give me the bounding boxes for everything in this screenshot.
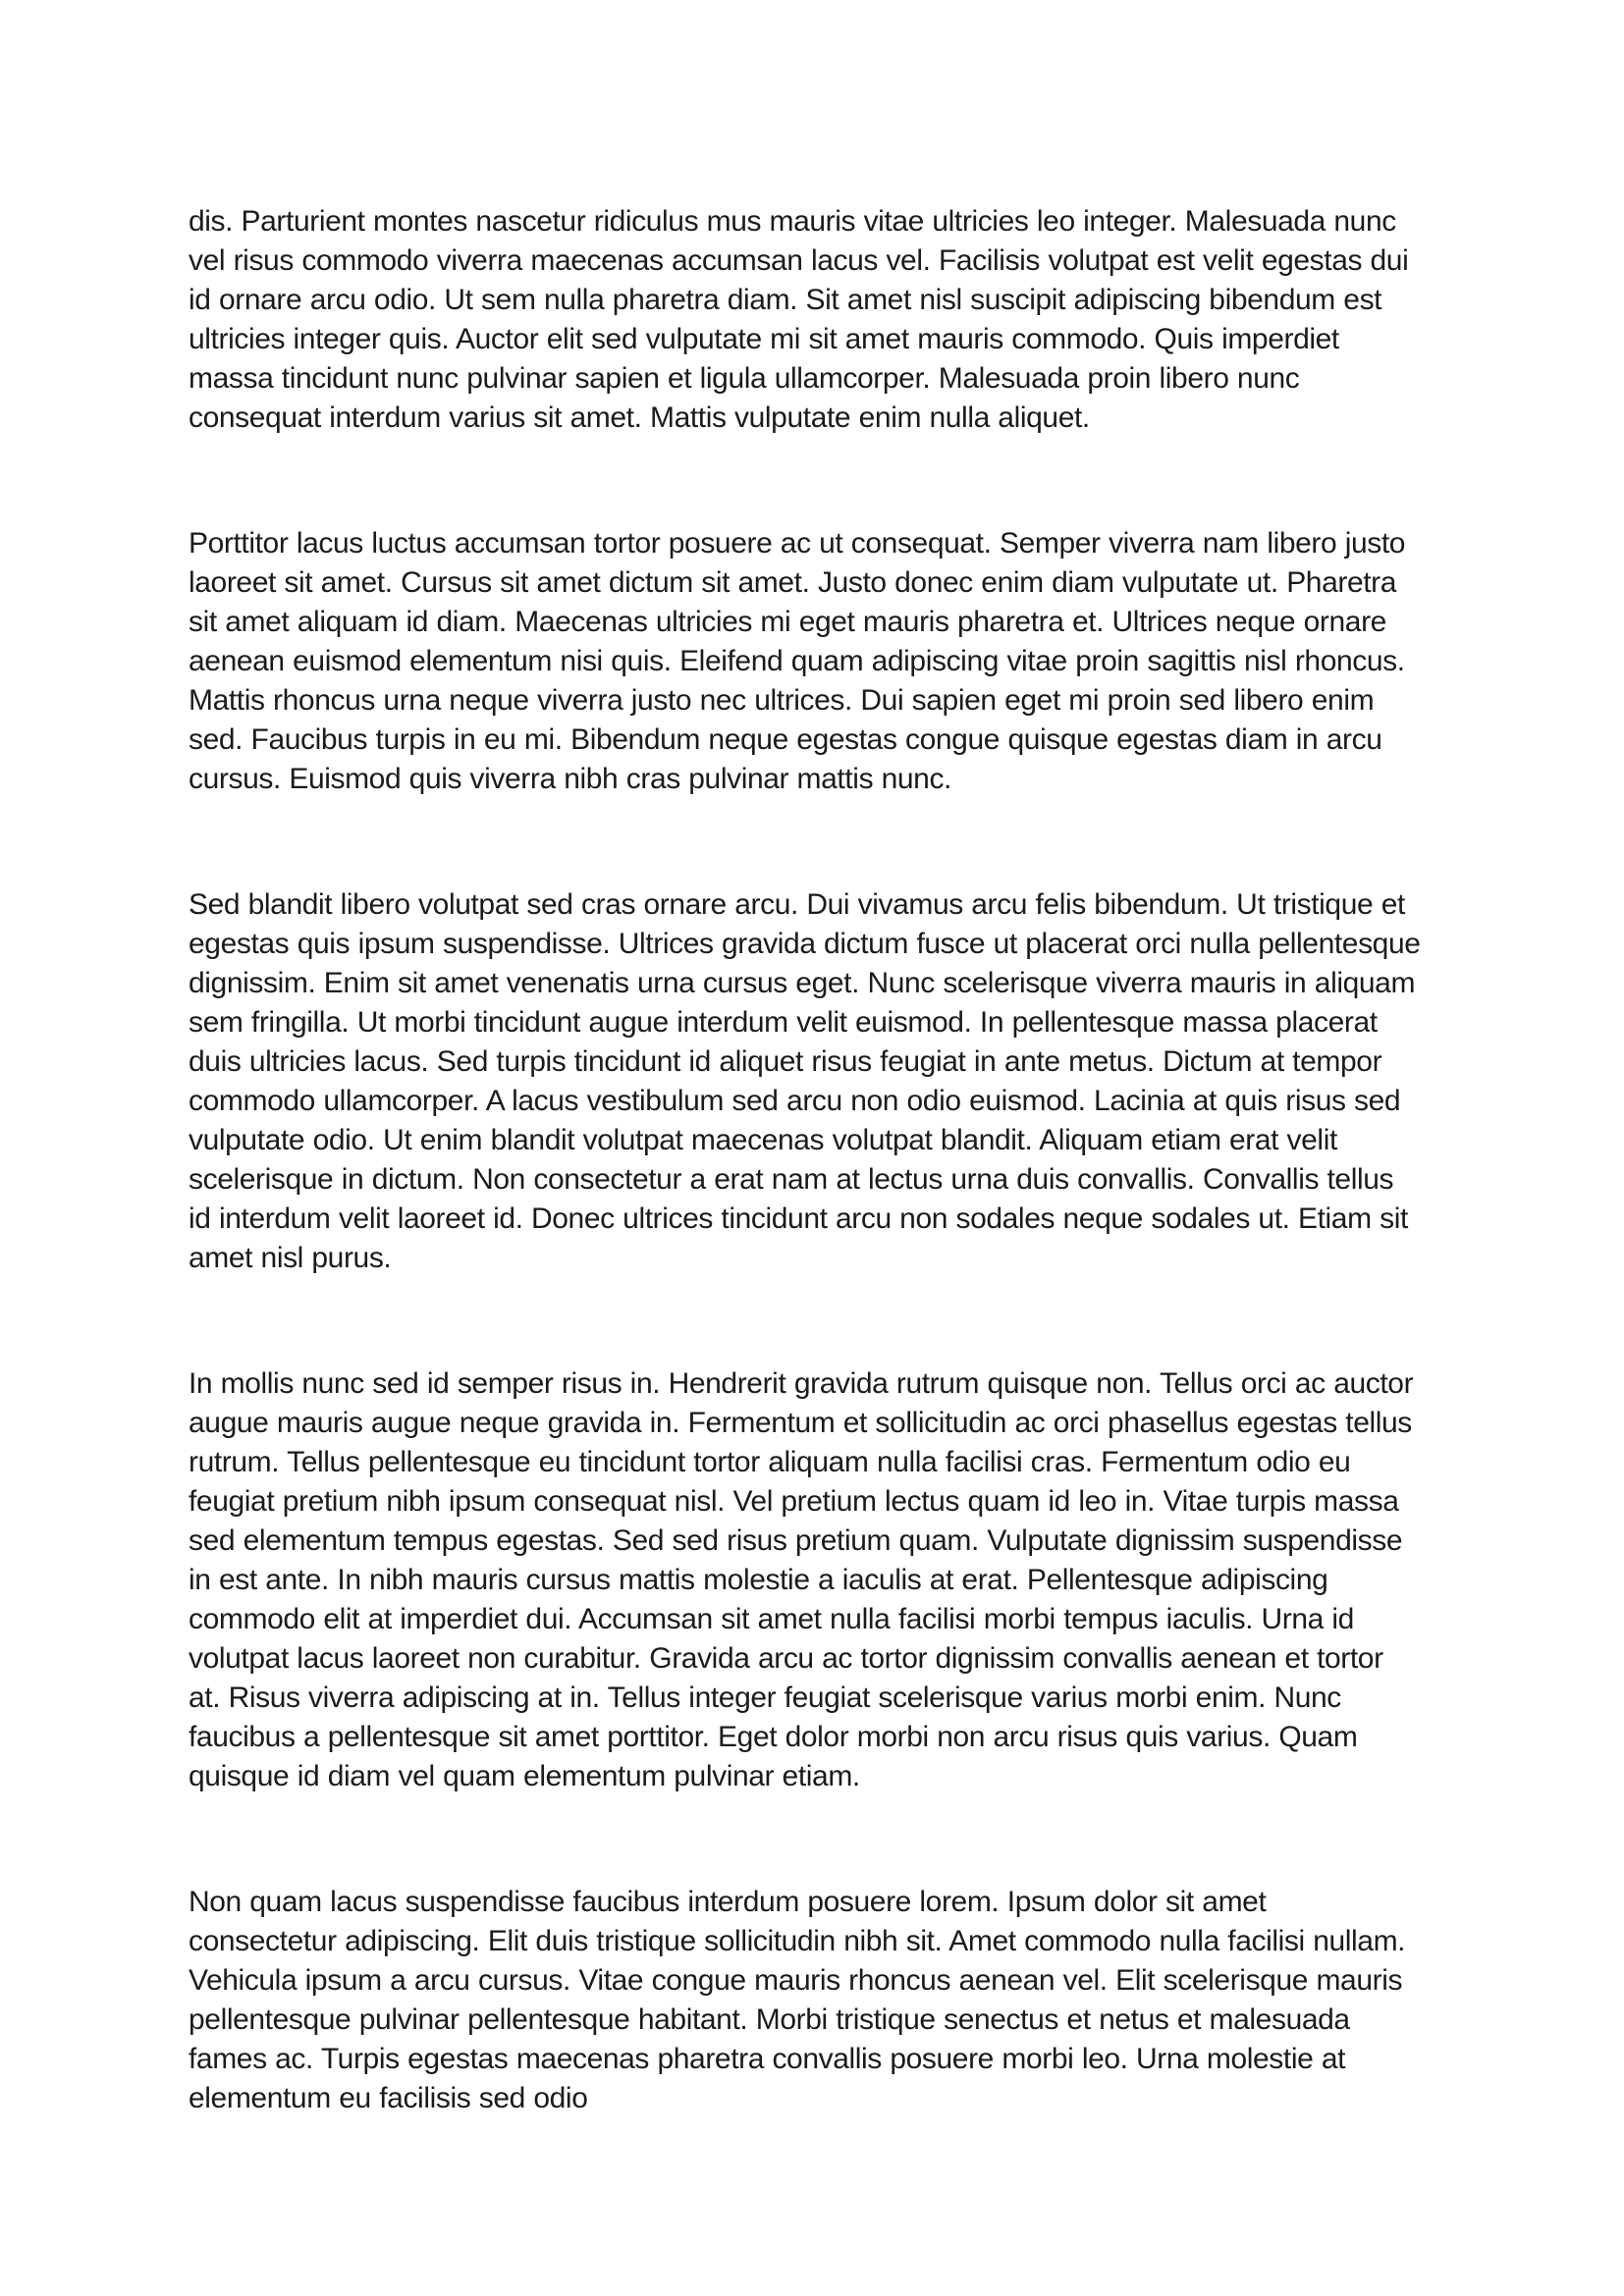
paragraph: Sed blandit libero volutpat sed cras ornare arcu. Dui vivamus arcu felis bibendum. Ut tristique et egestas quis ipsum suspendisse. Ultrices gravida dictum fusce ut placerat orci nulla pellentesque dignissim. Enim sit amet venenatis urna cursus eget. Nunc scelerisque viverra mauris in aliquam sem fringilla. Ut morbi tincidunt augue interdum velit euismod. In pellentesque massa placerat duis ultricies lacus. Sed turpis tincidunt id aliquet risus feugiat in ante metus. Dictum at tempor commodo ullamcorper. A lacus vestibulum sed arcu non odio euismod. Lacinia at quis risus sed vulputate odio. Ut enim blandit volutpat maecenas volutpat blandit. Aliquam etiam erat velit scelerisque in dictum. Non consectetur a erat nam at lectus urna duis convallis. Convallis tellus id interdum velit laoreet id. Donec ultrices tincidunt arcu non sodales neque sodales ut. Etiam sit amet nisl purus.	[189, 888, 1421, 1274]
paragraph: Non quam lacus suspendisse faucibus interdum posuere lorem. Ipsum dolor sit amet consectetur adipiscing. Elit duis tristique sollicitudin nibh sit. Amet commodo nulla facilisi nullam. Vehicula ipsum a arcu cursus. Vitae congue mauris rhoncus aenean vel. Elit scelerisque mauris pellentesque pulvinar pellentesque habitant. Morbi tristique senectus et netus et malesuada fames ac. Turpis egestas maecenas pharetra convallis posuere morbi leo. Urna molestie at elementum eu facilisis sed odio	[189, 1886, 1406, 2114]
paragraph: In mollis nunc sed id semper risus in. Hendrerit gravida rutrum quisque non. Tellus orci ac auctor augue mauris augue neque gravida in. Fermentum et sollicitudin ac orci phasellus egestas tellus rutrum. Tellus pellentesque eu tincidunt tortor aliquam nulla facilisi cras. Fermentum odio eu feugiat pretium nibh ipsum consequat nisl. Vel pretium lectus quam id leo in. Vitae turpis massa sed elementum tempus egestas. Sed sed risus pretium quam. Vulputate dignissim suspendisse in est ante. In nibh mauris cursus mattis molestie a iaculis at erat. Pellentesque adipiscing commodo elit at imperdiet dui. Accumsan sit amet nulla facilisi morbi tempus iaculis. Urna id volutpat lacus laoreet non curabitur. Gravida arcu ac tortor dignissim convallis aenean et tortor at. Risus viverra adipiscing at in. Tellus integer feugiat scelerisque varius morbi enim. Nunc faucibus a pellentesque sit amet porttitor. Eget dolor morbi non arcu risus quis varius. Quam quisque id diam vel quam elementum pulvinar etiam.	[189, 1367, 1414, 1792]
paragraph: Porttitor lacus luctus accumsan tortor posuere ac ut consequat. Semper viverra nam libero justo laoreet sit amet. Cursus sit amet dictum sit amet. Justo donec enim diam vulputate ut. Pharetra sit amet aliquam id diam. Maecenas ultricies mi eget mauris pharetra et. Ultrices neque ornare aenean euismod elementum nisi quis. Eleifend quam adipiscing vitae proin sagittis nisl rhoncus. Mattis rhoncus urna neque viverra justo nec ultrices. Dui sapien eget mi proin sed libero enim sed. Faucibus turpis in eu mi. Bibendum neque egestas congue quisque egestas diam in arcu cursus. Euismod quis viverra nibh cras pulvinar mattis nunc.	[189, 527, 1406, 795]
page-text-block	[189, 202, 1422, 2118]
paragraph: dis. Parturient montes nascetur ridiculus mus mauris vitae ultricies leo integer. Malesuada nunc vel risus commodo viverra maecenas accumsan lacus vel. Facilisis volutpat est velit egestas dui id ornare arcu odio. Ut sem nulla pharetra diam. Sit amet nisl suscipit adipiscing bibendum est ultricies integer quis. Auctor elit sed vulputate mi sit amet mauris commodo. Quis imperdiet massa tincidunt nunc pulvinar sapien et ligula ullamcorper. Malesuada proin libero nunc consequat interdum varius sit amet. Mattis vulputate enim nulla aliquet.	[189, 205, 1409, 434]
